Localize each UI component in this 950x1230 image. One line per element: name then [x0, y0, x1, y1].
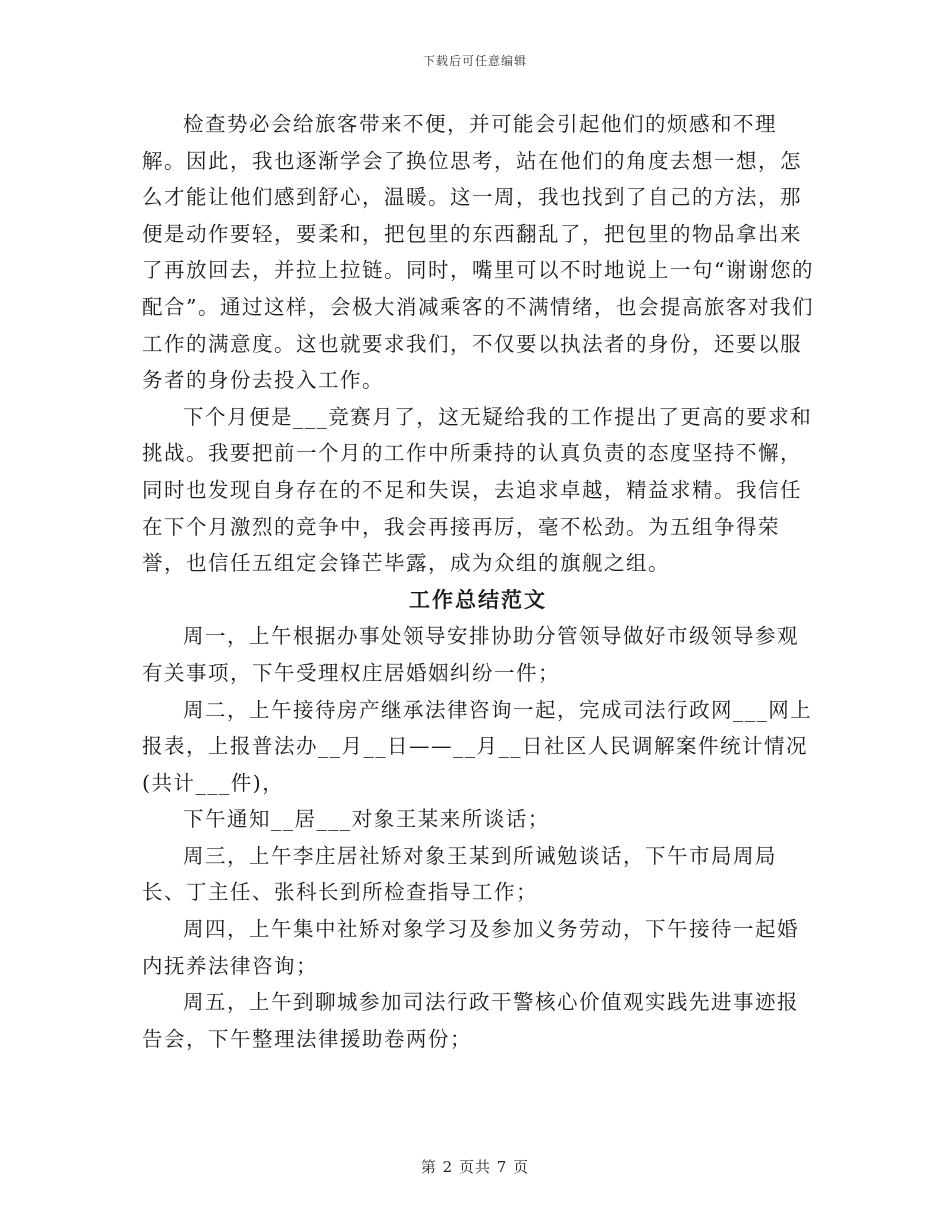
entry-wednesday: 周三，上午李庄居社矫对象王某到所诫勉谈话，下午市局周局长、丁主任、张科长到所检查指导工作； [142, 843, 777, 905]
entry-tuesday-afternoon: 下午通知__居___对象王某来所谈话； [183, 807, 550, 832]
entry-friday: 周五，上午到聊城参加司法行政干警核心价值观实践先进事迹报告会，下午整理法律援助卷两份； [142, 990, 799, 1051]
entry-tuesday: 周二，上午接待房产继承法律咨询一起，完成司法行政网___网上报表，上报普法办__月__日——__月__日社区人民调解案件统计情况(共计___件)， [142, 697, 813, 795]
document-body [142, 106, 814, 1057]
entry-monday: 周一，上午根据办事处领导安排协助分管领导做好市级领导参观有关事项，下午受理权庄居婚姻纠纷一件； [142, 624, 799, 685]
section-title: 工作总结范文 [409, 586, 547, 612]
page-footer: 第 2 页共 7 页 [420, 1158, 530, 1176]
entry-thursday: 周四，上午集中社矫对象学习及参加义务劳动，下午接待一起婚内抚养法律咨询； [142, 917, 799, 978]
paragraph-inspection: 检查势必会给旅客带来不便，并可能会引起他们的烦感和不理解。因此，我也逐渐学会了换位思考，站在他们的角度去想一想，怎么才能让他们感到舒心，温暖。这一周，我也找到了自己的方法，那便是动作要轻，要柔和，把包里的东西翻乱了，把包里的物品拿出来了再放回去，并拉上拉链。同时，嘴里可以不时地说上一句“谢谢您的配合”。通过这样，会极大消减乘客的不满情绪，也会提高旅客对我们工作的满意度。这也就要求我们，不仅要以执法者的身份，还要以服务者的身份去投入工作。 [142, 112, 814, 393]
paragraph-next-month: 下个月便是___竞赛月了，这无疑给我的工作提出了更高的要求和挑战。我要把前一个月的工作中所秉持的认真负责的态度坚持不懈，同时也发现自身存在的不足和失误，去追求卓越，精益求精。我信任在下个月激烈的竞争中，我会再接再厉，毫不松劲。为五组争得荣誉，也信任五组定会锋芒毕露，成为众组的旗舰之组。 [142, 404, 813, 576]
page-header: 下载后可任意编辑 [422, 54, 527, 68]
